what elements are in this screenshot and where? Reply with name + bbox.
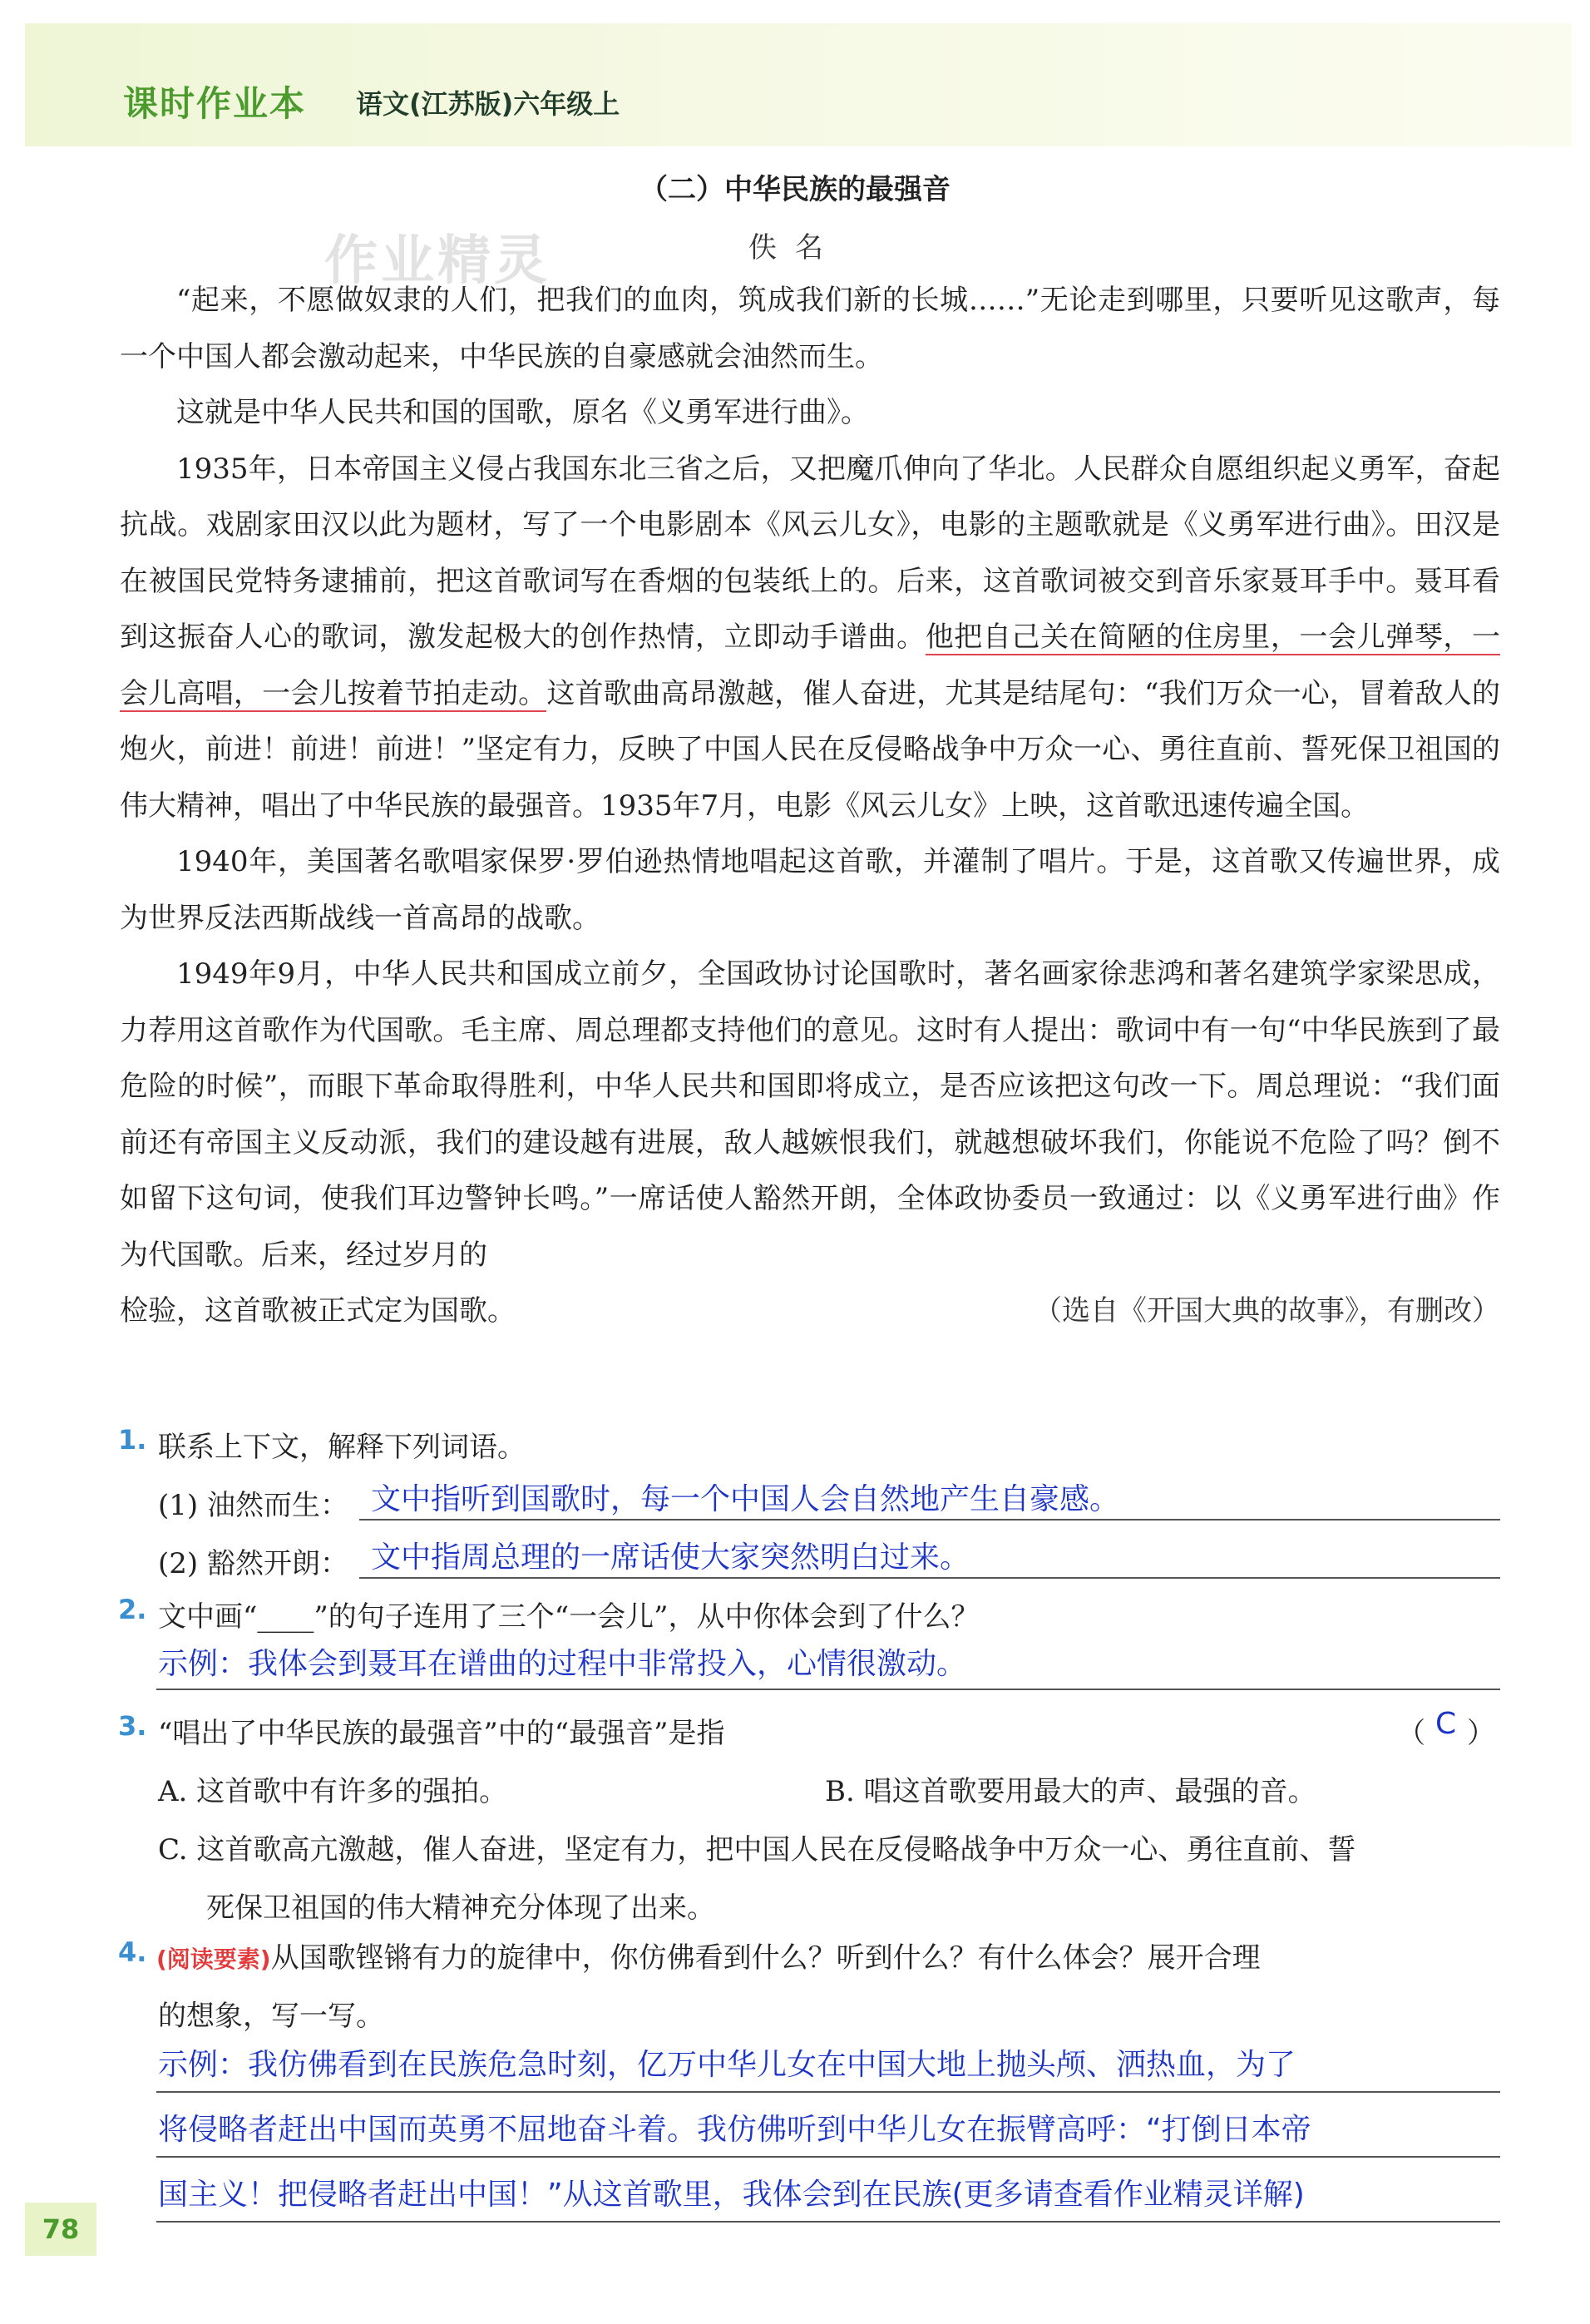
- answer-line: [359, 1577, 1500, 1579]
- reading-element-tag: (阅读要素): [156, 1946, 271, 1973]
- paragraph-4: 1940年，美国著名歌唱家保罗·罗伯逊热情地唱起这首歌，并灌制了唱片。于是，这首歌又传遍世界，成为世界反法西斯战线一首高昂的战歌。: [120, 845, 1500, 935]
- paragraph-3: [120, 442, 1500, 835]
- underlined-sentence: 他把自己关在简陋的住房里，一会儿弹琴，一会儿高唱，一会儿按着节拍走动。: [120, 621, 1501, 710]
- answer-line: [156, 2221, 1500, 2223]
- question-number: 3.: [118, 1710, 147, 1742]
- choice-a: A. 这首歌中有许多的强拍。: [158, 1775, 508, 1808]
- book-brand: 课时作业本: [123, 83, 307, 124]
- answer-line: [156, 2156, 1500, 2158]
- article-body: [120, 273, 1500, 1340]
- question-text-line-1: [156, 1935, 1261, 1975]
- answer-line: [359, 1519, 1500, 1520]
- question-text: 文中画“____”的句子连用了三个“一会儿”，从中你体会到了什么？: [158, 1600, 980, 1634]
- question-text: 从国歌铿锵有力的旋律中，你仿佛看到什么？听到什么？有什么体会？展开合理: [270, 1941, 1261, 1975]
- answer-bracket-open: （: [1397, 1717, 1425, 1750]
- question-text: “唱出了中华民族的最强音”中的“最强音”是指: [158, 1717, 725, 1750]
- question-number: 1.: [118, 1424, 147, 1456]
- paragraph-5-end: [120, 1283, 1500, 1340]
- paragraph-3-part-b: 这首歌曲高昂激越，催人奋进，尤其是结尾句：“我们万众一心，冒着敌人的炮火，前进！前进！前进！”坚定有力，反映了中国人民在反侵略战争中万众一心、勇往直前、誓死保卫祖国的伟大精神，唱出了中华民族的最强音。1935年7月，电影《风云儿女》上映，这首歌迅速传遍全国。: [120, 676, 1501, 823]
- choice-c-continued: 死保卫祖国的伟大精神充分体现了出来。: [206, 1891, 715, 1925]
- question-number: 4.: [118, 1936, 147, 1968]
- answer-2[interactable]: 示例：我体会到聂耳在谱曲的过程中非常投入，心情很激动。: [158, 1647, 967, 1681]
- answer-bracket-close: ）: [1467, 1717, 1495, 1750]
- paragraph-2: 这就是中华人民共和国的国歌，原名《义勇军进行曲》。: [176, 396, 869, 429]
- question-text-line-2: 的想象，写一写。: [158, 2000, 384, 2033]
- choice-b: B. 唱这首歌要用最大的声、最强的音。: [825, 1775, 1316, 1808]
- answer-1-1[interactable]: 文中指听到国歌时，每一个中国人会自然地产生自豪感。: [371, 1482, 1120, 1516]
- watermark: 作业精灵: [324, 230, 551, 292]
- answer-line: [156, 1689, 1500, 1690]
- paragraph-3-part-a: 1935年，日本帝国主义侵占我国东北三省之后，又把魔爪伸向了华北。人民群众自愿组织起义勇军，奋起抗战。戏剧家田汉以此为题材，写了一个电影剧本《风云儿女》，电影的主题歌就是《义勇军进行曲》。田汉是在被国民党特务逮捕前，把这首歌词写在香烟的包装纸上的。后来，这首歌词被交到音乐家聂耳手中。聂耳看到这振奋人心的歌词，激发起极大的创作热情，立即动手谱曲。: [120, 452, 1500, 654]
- term-label-2: (2) 豁然开朗：: [158, 1547, 348, 1580]
- paragraph-1: “起来，不愿做奴隶的人们，把我们的血肉，筑成我们新的长城……”无论走到哪里，只要听见这歌声，每一个中国人都会激动起来，中华民族的自豪感就会油然而生。: [120, 284, 1500, 373]
- article-title: （二）中华民族的最强音: [639, 173, 951, 206]
- paragraph-5: 1949年9月，中华人民共和国成立前夕，全国政协讨论国歌时，著名画家徐悲鸿和著名建筑学家梁思成，力荐用这首歌作为代国歌。毛主席、周总理都支持他们的意见。这时有人提出：歌词中有一句“中华民族到了最危险的时候”，而眼下革命取得胜利，中华人民共和国即将成立，是否应该把这句改一下。周总理说：“我们面前还有帝国主义反动派，我们的建设越有进展，敌人越嫉恨我们，就越想破坏我们，你能说不危险了吗？倒不如留下这句词，使我们耳边警钟长鸣。”一席话使人豁然开朗，全体政协委员一致通过：以《义勇军进行曲》作为代国歌。后来，经过岁月的: [120, 957, 1500, 1272]
- answer-4-line-3[interactable]: 国主义！把侵略者赶出中国！”从这首歌里，我体会到在民族(更多请查看作业精灵详解): [158, 2178, 1305, 2212]
- answer-4-line-1[interactable]: 示例：我仿佛看到在民族危急时刻，亿万中华儿女在中国大地上抛头颅、洒热血，为了: [158, 2048, 1296, 2082]
- page-number: 78: [25, 2203, 96, 2256]
- book-subtitle: 语文(江苏版)六年级上: [356, 88, 620, 120]
- term-label-1: (1) 油然而生：: [158, 1489, 348, 1522]
- answer-4-line-2[interactable]: 将侵略者赶出中国而英勇不屈地奋斗着。我仿佛听到中华儿女在振臂高呼：“打倒日本帝: [158, 2113, 1311, 2147]
- source-citation: （选自《开国大典的故事》，有删改）: [1034, 1294, 1500, 1328]
- question-number: 2.: [118, 1594, 147, 1625]
- answer-1-2[interactable]: 文中指周总理的一席话使大家突然明白过来。: [371, 1540, 970, 1575]
- choice-c: C. 这首歌高亢激越，催人奋进，坚定有力，把中国人民在反侵略战争中万众一心、勇往直前、誓: [158, 1833, 1356, 1867]
- answer-3[interactable]: C: [1435, 1707, 1457, 1741]
- article-author: 佚名: [748, 231, 842, 265]
- answer-line: [156, 2091, 1500, 2093]
- paragraph-5-last-line: 检验，这首歌被正式定为国歌。: [120, 1294, 516, 1328]
- question-text: 联系上下文，解释下列词语。: [158, 1431, 526, 1464]
